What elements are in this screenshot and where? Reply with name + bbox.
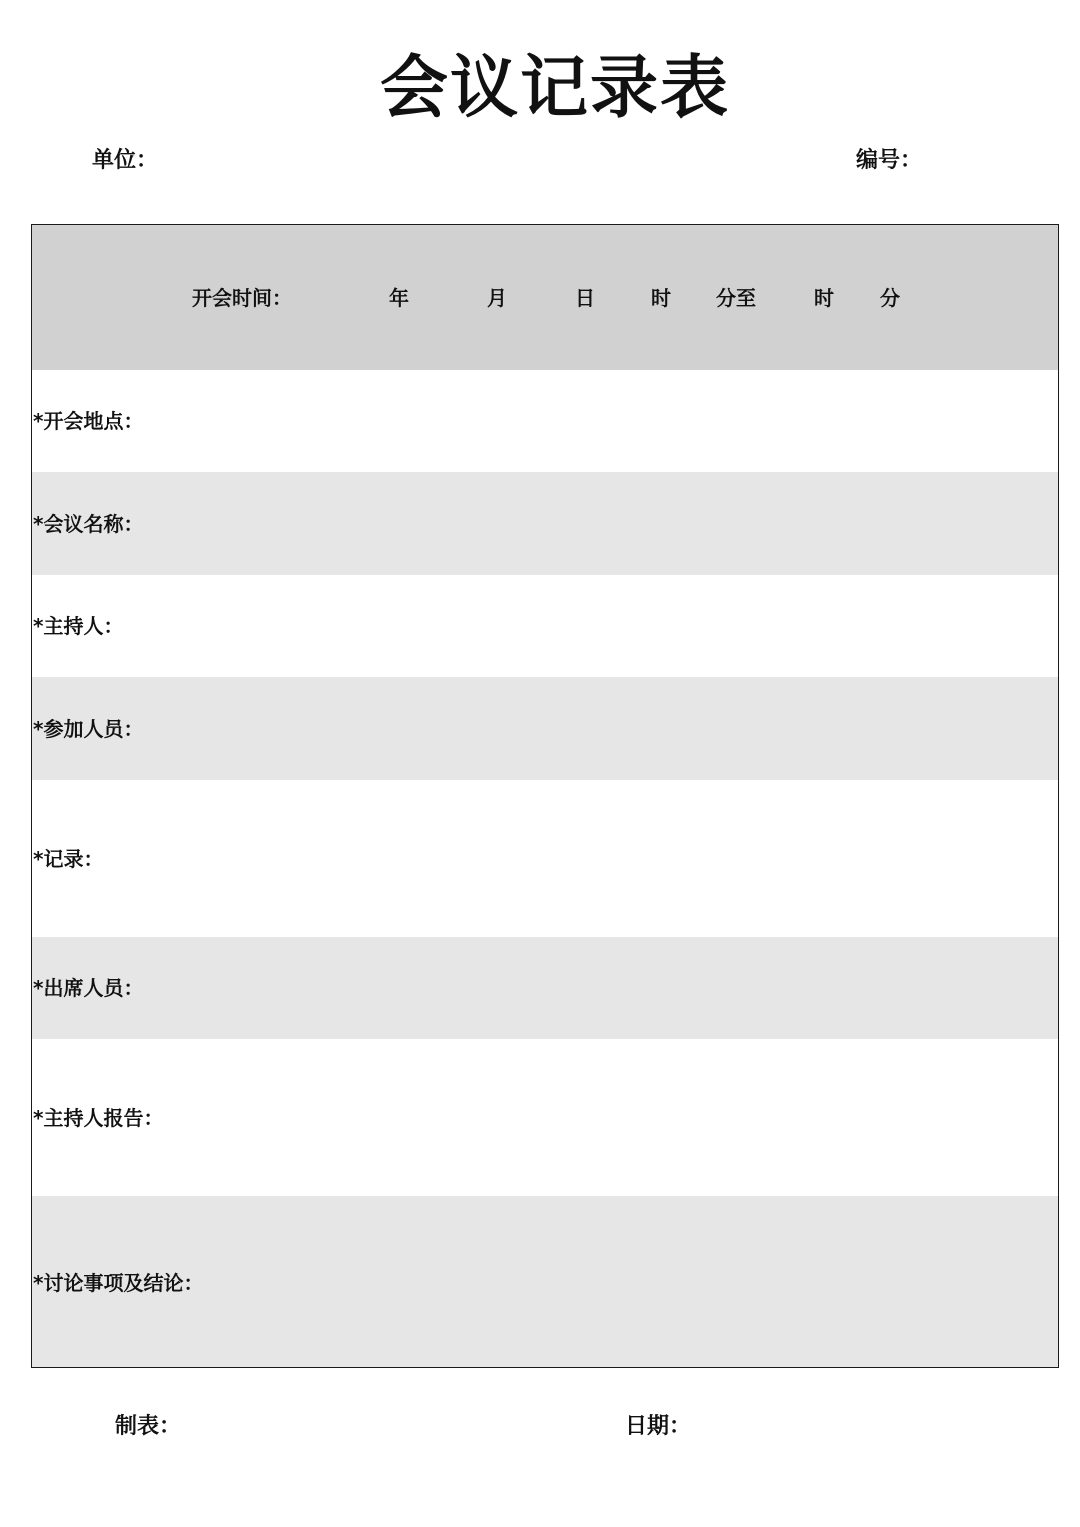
minute-to-label: 分至 xyxy=(716,285,756,310)
discussion-row xyxy=(32,1196,1058,1368)
meeting-name-label: *会议名称： xyxy=(33,511,144,536)
form-title: 会议记录表 xyxy=(379,48,730,128)
month-label: 月 xyxy=(487,285,507,310)
day-label: 日 xyxy=(575,285,595,310)
meeting-record-table xyxy=(31,224,1059,1368)
participants-row xyxy=(32,677,1058,780)
meeting-time-label: 开会时间： xyxy=(192,285,292,310)
year-label: 年 xyxy=(389,285,409,310)
unit-label: 单位： xyxy=(92,148,159,173)
participants-label: *参加人员： xyxy=(33,716,144,741)
host-label: *主持人： xyxy=(33,614,124,638)
end-hour-label: 时 xyxy=(814,285,834,310)
minutes-label: *记录： xyxy=(33,846,104,871)
meeting-name-row xyxy=(32,472,1058,575)
number-label: 编号： xyxy=(856,148,923,173)
discussion-label: *讨论事项及结论： xyxy=(33,1270,204,1295)
minutes-row xyxy=(32,780,1058,937)
meeting-time-row xyxy=(32,225,1058,370)
host-report-label: *主持人报告： xyxy=(33,1105,164,1130)
date-label: 日期： xyxy=(625,1414,692,1439)
end-minute-label: 分 xyxy=(880,285,900,310)
attendees-label: *出席人员： xyxy=(33,976,144,1000)
meeting-location-row xyxy=(32,370,1058,472)
host-row xyxy=(32,575,1058,677)
hour-label: 时 xyxy=(651,285,671,310)
meeting-location-label: *开会地点： xyxy=(33,409,144,433)
attendees-row xyxy=(32,937,1058,1039)
maker-label: 制表： xyxy=(115,1414,182,1439)
host-report-row xyxy=(32,1039,1058,1196)
